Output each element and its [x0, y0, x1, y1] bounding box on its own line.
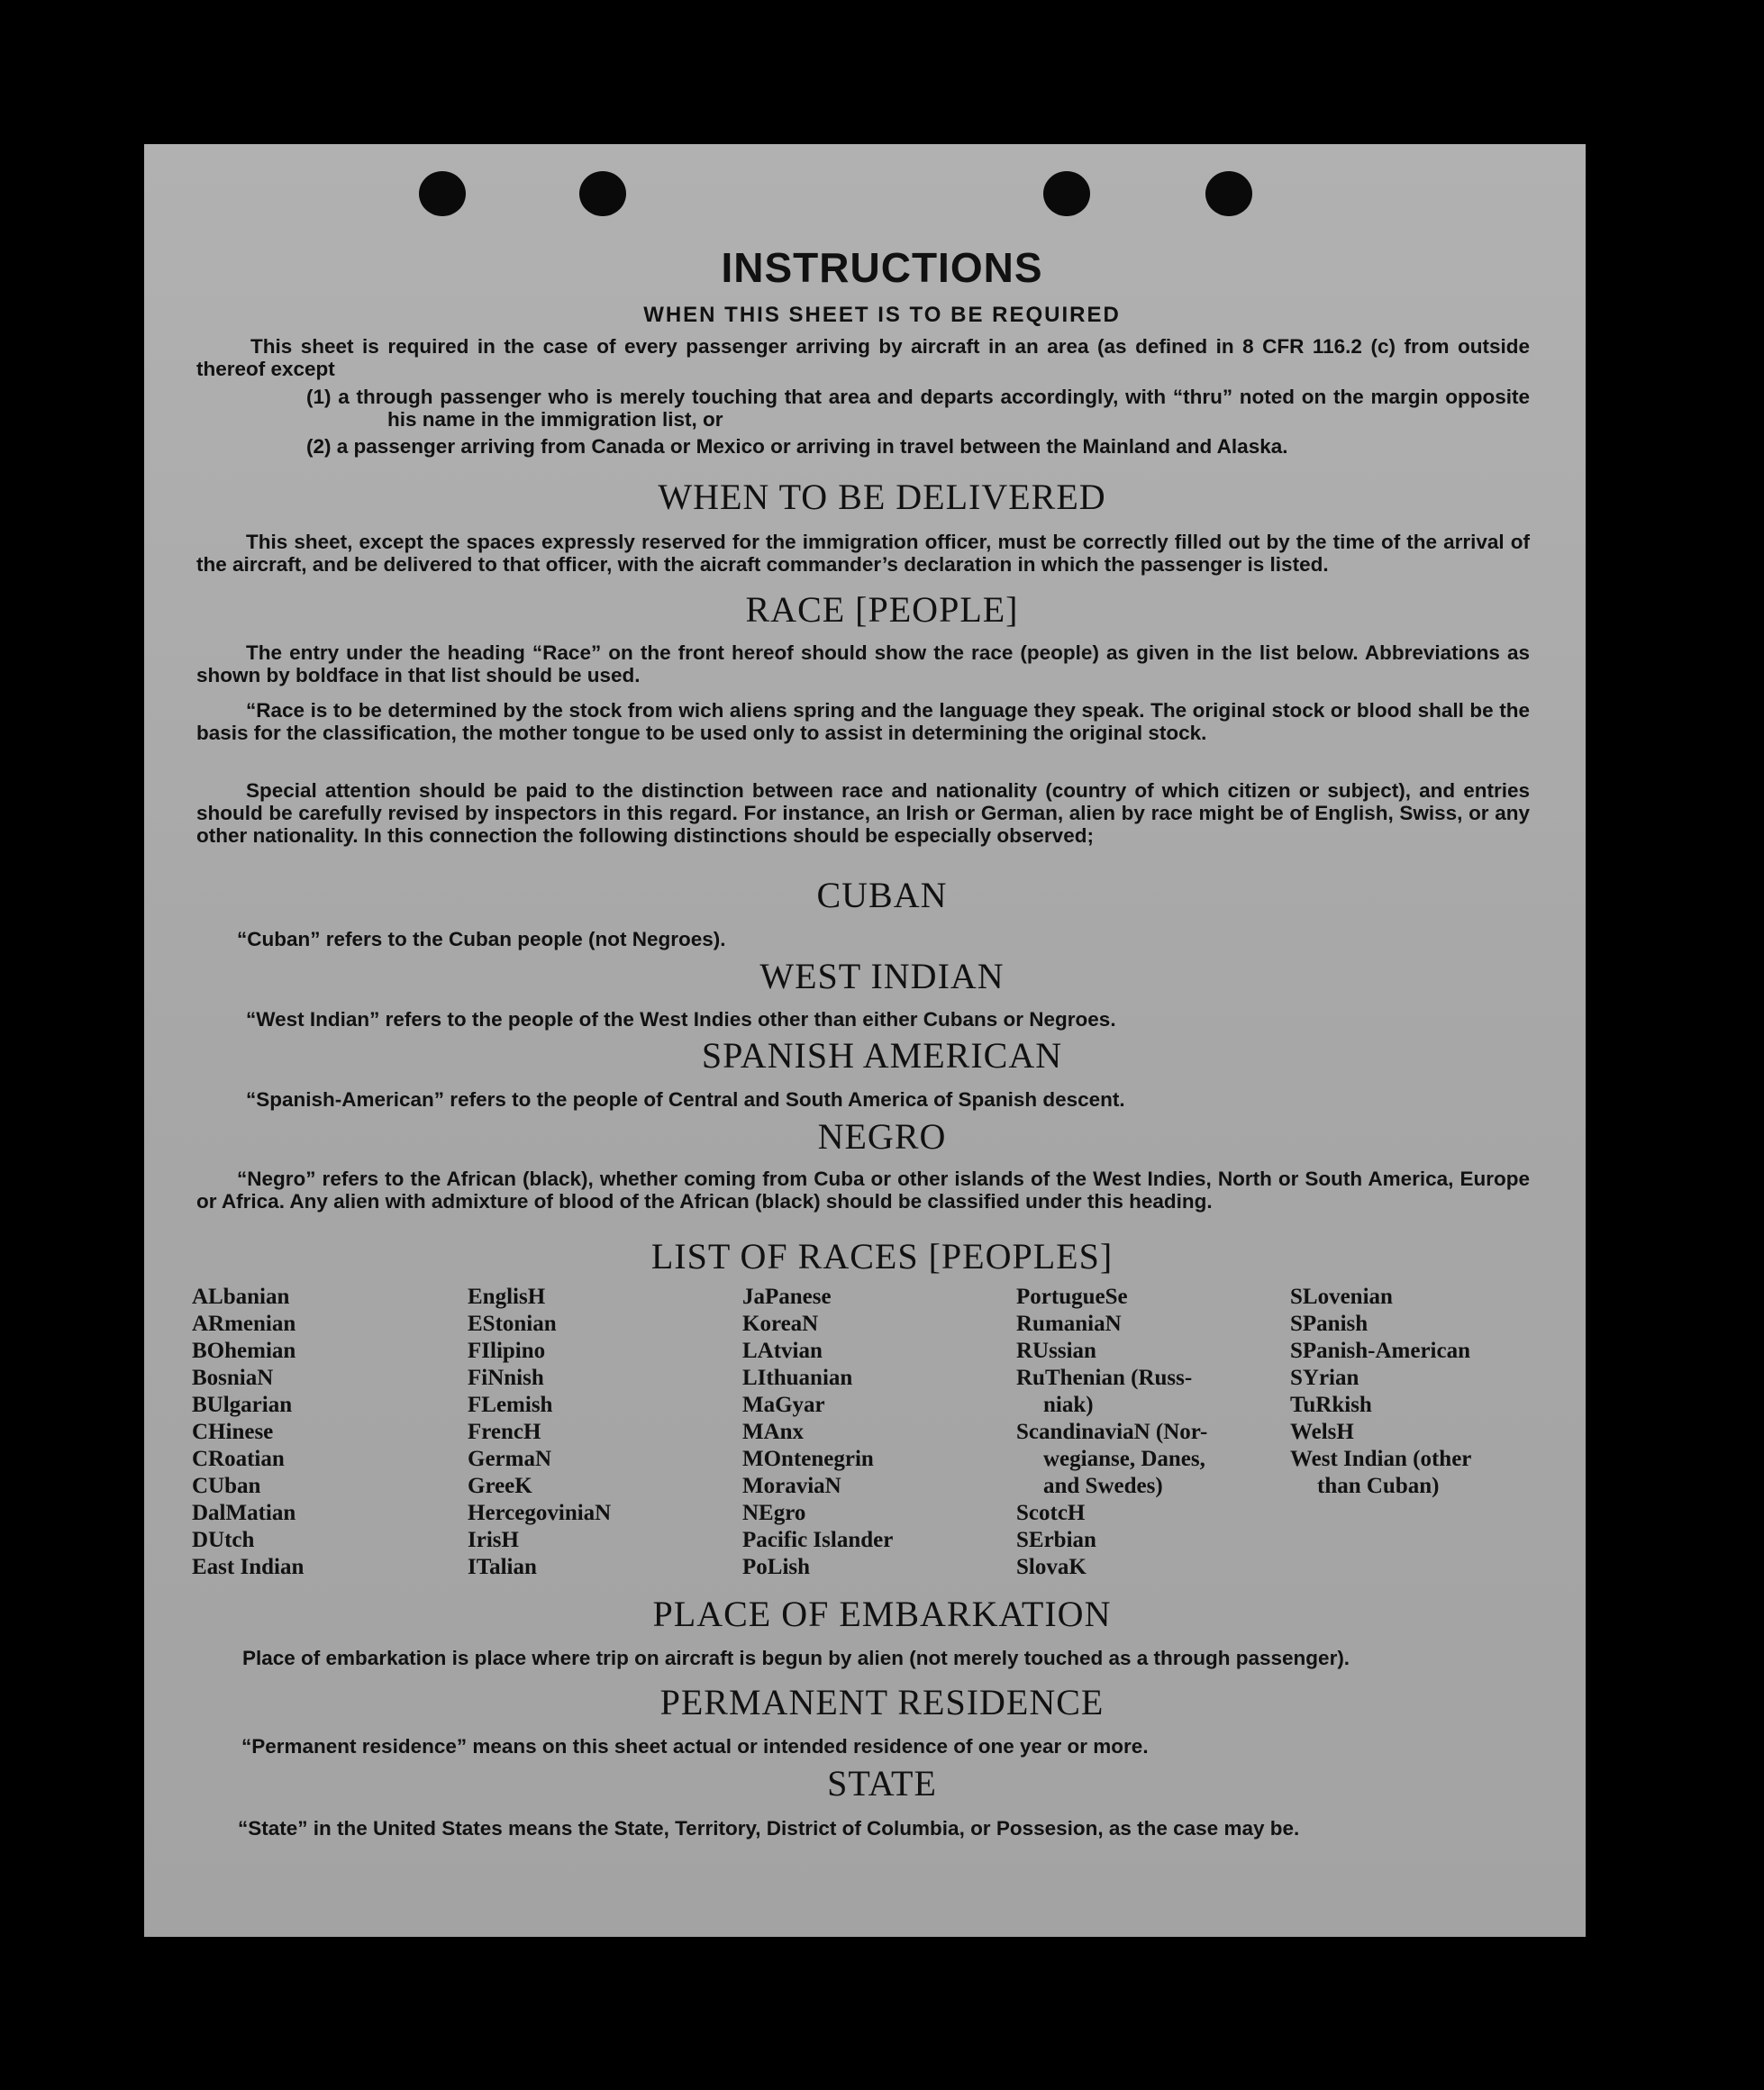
paragraph-embarkation: Place of embarkation is place where trip on aircraft is begun by alien (not merely touched as a through passenger).: [242, 1647, 1350, 1669]
race-list-item: SlovaK: [1016, 1555, 1087, 1579]
heading-place-of-embarkation: PLACE OF EMBARKATION: [652, 1594, 1112, 1634]
race-list-item: SErbian: [1016, 1528, 1096, 1552]
race-list-item: ALbanian: [192, 1285, 290, 1309]
race-list-item: RumaniaN: [1016, 1312, 1122, 1336]
race-list-column-3: [742, 1284, 893, 1581]
punch-hole-2: [579, 171, 626, 216]
race-list-item: TuRkish: [1290, 1393, 1372, 1417]
punch-hole-4: [1205, 171, 1252, 216]
paragraph-cuban: “Cuban” refers to the Cuban people (not Negroes).: [237, 928, 726, 950]
race-list-item: FIlipino: [468, 1339, 546, 1363]
paragraph-delivered: This sheet, except the spaces expressly reserved for the immigration officer, must be correctly filled out by the time of the arrival of the aircraft, and be delivered to that officer, with the aicraft commander’s declaration in which the passenger is listed.: [196, 531, 1530, 576]
race-list-item: LAtvian: [742, 1339, 823, 1363]
race-list-item: CUban: [192, 1474, 261, 1498]
race-list-item: KoreaN: [742, 1312, 819, 1336]
page-title: INSTRUCTIONS: [721, 244, 1043, 291]
race-list-item: SLovenian: [1290, 1285, 1393, 1309]
punch-hole-3: [1043, 171, 1090, 216]
race-list-item: GreeK: [468, 1474, 532, 1498]
race-list-item: CHinese: [192, 1420, 274, 1444]
race-list-item: niak): [1043, 1393, 1094, 1417]
paragraph-race-3: Special attention should be paid to the distinction between race and nationality (country of which citizen or subject), and entries should be carefully revised by inspectors in this regard. For instance, an Irish or German, alien by race might be of English, Swiss, or any other nationality. In this connection the following distinctions should be especially observed;: [196, 779, 1530, 847]
race-list-item: ScandinaviaN (Nor-: [1016, 1420, 1208, 1444]
race-list-item: CRoatian: [192, 1447, 285, 1471]
race-list-item: JaPanese: [742, 1285, 832, 1309]
race-list-item: East Indian: [192, 1555, 305, 1579]
race-list-item: MAnx: [742, 1420, 805, 1444]
heading-race: RACE [PEOPLE]: [745, 589, 1019, 630]
heading-when-to-be-delivered: WHEN TO BE DELIVERED: [658, 477, 1106, 517]
race-list-item: Pacific Islander: [742, 1528, 894, 1552]
race-list-column-2: [468, 1284, 611, 1581]
race-list-item: ARmenian: [192, 1312, 296, 1336]
punch-hole-1: [419, 171, 466, 216]
race-list-item: FiNnish: [468, 1366, 544, 1390]
race-list-item: wegianse, Danes,: [1043, 1447, 1205, 1471]
race-list-item: ScotcH: [1016, 1501, 1086, 1525]
race-list-item: MaGyar: [742, 1393, 825, 1417]
race-list-item: MoraviaN: [742, 1474, 841, 1498]
race-list-item: MOntenegrin: [742, 1447, 874, 1471]
paragraph-race-2: “Race is to be determined by the stock from wich aliens spring and the language they speak. The original stock or blood shall be the basis for the classification, the mother tongue to be used only to assist in determining the original stock.: [196, 699, 1530, 744]
race-list-item: LIthuanian: [742, 1366, 853, 1390]
paragraph-state: “State” in the United States means the State, Territory, District of Columbia, or Possesion, as the case may be.: [238, 1817, 1300, 1840]
heading-state: STATE: [827, 1763, 937, 1804]
race-list-item: West Indian (other: [1290, 1447, 1472, 1471]
paragraph-negro: “Negro” refers to the African (black), whether coming from Cuba or other islands of the West Indies, North or South America, Europe or Africa. Any alien with admixture of blood of the African (black) should be classified under this heading.: [196, 1168, 1530, 1213]
heading-list-of-races: LIST OF RACES [PEOPLES]: [650, 1236, 1114, 1277]
race-list-item: SYrian: [1290, 1366, 1359, 1390]
heading-west-indian: WEST INDIAN: [759, 956, 1005, 996]
paragraph-race-1: The entry under the heading “Race” on the front hereof should show the race (people) as given in the list below. Abbreviations as shown by boldface in that list should be used.: [196, 641, 1530, 686]
race-list-item: EnglisH: [468, 1285, 546, 1309]
race-list-column-5: [1290, 1284, 1471, 1500]
race-list-item: and Swedes): [1043, 1474, 1163, 1498]
race-list-item: RUssian: [1016, 1339, 1096, 1363]
heading-cuban: CUBAN: [816, 875, 948, 915]
race-list-item: HercegoviniaN: [468, 1501, 612, 1525]
page-subtitle: WHEN THIS SHEET IS TO BE REQUIRED: [643, 303, 1121, 327]
intro-paragraph: This sheet is required in the case of every passenger arriving by aircraft in an area (as defined in 8 CFR 116.2 (c) from outside thereof except: [196, 335, 1530, 380]
race-list-item: ITalian: [468, 1555, 537, 1579]
race-list-item: SPanish-American: [1290, 1339, 1470, 1363]
heading-negro: NEGRO: [817, 1116, 947, 1157]
race-list-item: RuThenian (Russ-: [1016, 1366, 1193, 1390]
race-list-item: IrisH: [468, 1528, 519, 1552]
race-list-item: than Cuban): [1317, 1474, 1440, 1498]
paragraph-west-indian: “West Indian” refers to the people of the West Indies other than either Cubans or Negroes.: [246, 1008, 1116, 1031]
paragraph-spanish-american: “Spanish-American” refers to the people of Central and South America of Spanish descent.: [246, 1088, 1125, 1111]
heading-spanish-american: SPANISH AMERICAN: [701, 1035, 1063, 1076]
race-list-item: NEgro: [742, 1501, 806, 1525]
race-list-item: BosniaN: [192, 1366, 274, 1390]
race-list-item: DalMatian: [192, 1501, 296, 1525]
race-list-item: WelsH: [1290, 1420, 1354, 1444]
race-list-item: BOhemian: [192, 1339, 296, 1363]
exception-1: (1) a through passenger who is merely touching that area and departs accordingly, with “thru” noted on the margin opposite his name in the immigration list, or: [306, 386, 1530, 431]
race-list-column-4: [1016, 1284, 1207, 1581]
race-list-item: BUlgarian: [192, 1393, 293, 1417]
race-list-item: FLemish: [468, 1393, 553, 1417]
race-list-item: PortugueSe: [1016, 1285, 1128, 1309]
race-list-item: EStonian: [468, 1312, 557, 1336]
race-list-item: GermaN: [468, 1447, 552, 1471]
race-list-column-1: [192, 1284, 304, 1581]
paragraph-residence: “Permanent residence” means on this sheet actual or intended residence of one year or more.: [241, 1735, 1149, 1758]
exception-2: (2) a passenger arriving from Canada or Mexico or arriving in travel between the Mainland and Alaska.: [306, 435, 1288, 458]
heading-permanent-residence: PERMANENT RESIDENCE: [659, 1682, 1105, 1722]
race-list-item: FrencH: [468, 1420, 541, 1444]
race-list-item: PoLish: [742, 1555, 811, 1579]
race-list-item: DUtch: [192, 1528, 255, 1552]
race-list-item: SPanish: [1290, 1312, 1368, 1336]
